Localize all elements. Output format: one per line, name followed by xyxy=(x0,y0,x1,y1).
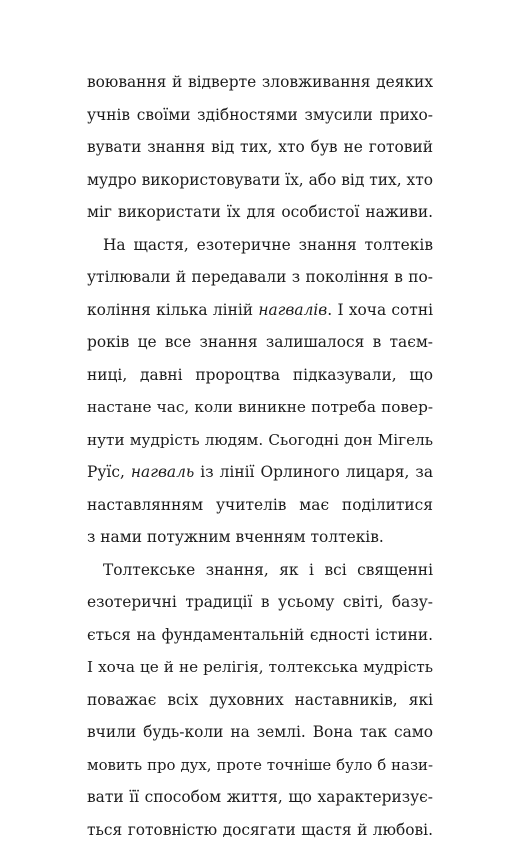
body-text xyxy=(87,66,433,846)
text-line: поважає всіх духовних наставників, які xyxy=(87,684,433,717)
text-line: міг використати їх для особистої наживи. xyxy=(87,196,433,229)
text-line: настане час, коли виникне потреба повер- xyxy=(87,391,433,424)
text-line xyxy=(87,294,433,327)
text-segment: . І хоча сотні xyxy=(327,301,433,319)
text-line: ться готовністю досягати щастя й любові. xyxy=(87,814,433,846)
text-line: мовить про дух, проте точніше було б нази- xyxy=(87,749,433,782)
text-line: мудро використовувати їх, або від тих, хто xyxy=(87,164,433,197)
text-line: Толтекське знання, як і всі священні xyxy=(87,554,433,587)
paragraph-2 xyxy=(87,229,433,554)
text-line: з нами потужним вченням толтеків. xyxy=(87,521,433,554)
text-line: ниці, давні пророцтва підказували, що xyxy=(87,359,433,392)
text-segment: Руїс, xyxy=(87,463,131,481)
text-line: воювання й відверте зловживання деяких xyxy=(87,66,433,99)
text-line: нути мудрість людям. Сьогодні дон Мігель xyxy=(87,424,433,457)
text-line: утілювали й передавали з покоління в по- xyxy=(87,261,433,294)
text-line: вати її способом життя, що характеризує- xyxy=(87,781,433,814)
text-line: езотеричні традиції в усьому світі, базу- xyxy=(87,586,433,619)
text-line: наставлянням учителів має поділитися xyxy=(87,489,433,522)
text-line: І хоча це й не релігія, толтекська мудрість xyxy=(87,651,433,684)
text-segment: коління кілька ліній xyxy=(87,301,258,319)
text-line: учнів своїми здібностями змусили прихо- xyxy=(87,99,433,132)
text-segment: із лінії Орлиного лицаря, за xyxy=(194,463,433,481)
text-line: На щастя, езотеричне знання толтеків xyxy=(87,229,433,262)
paragraph-1 xyxy=(87,66,433,229)
italic-term: нагваль xyxy=(131,463,194,481)
text-line xyxy=(87,456,433,489)
text-line: вчили будь-коли на землі. Вона так само xyxy=(87,716,433,749)
text-line: років це все знання залишалося в таєм- xyxy=(87,326,433,359)
paragraph-3 xyxy=(87,554,433,846)
italic-term: нагвалів xyxy=(258,301,327,319)
text-line: вувати знання від тих, хто був не готовий xyxy=(87,131,433,164)
text-line: ється на фундаментальній єдності істини. xyxy=(87,619,433,652)
